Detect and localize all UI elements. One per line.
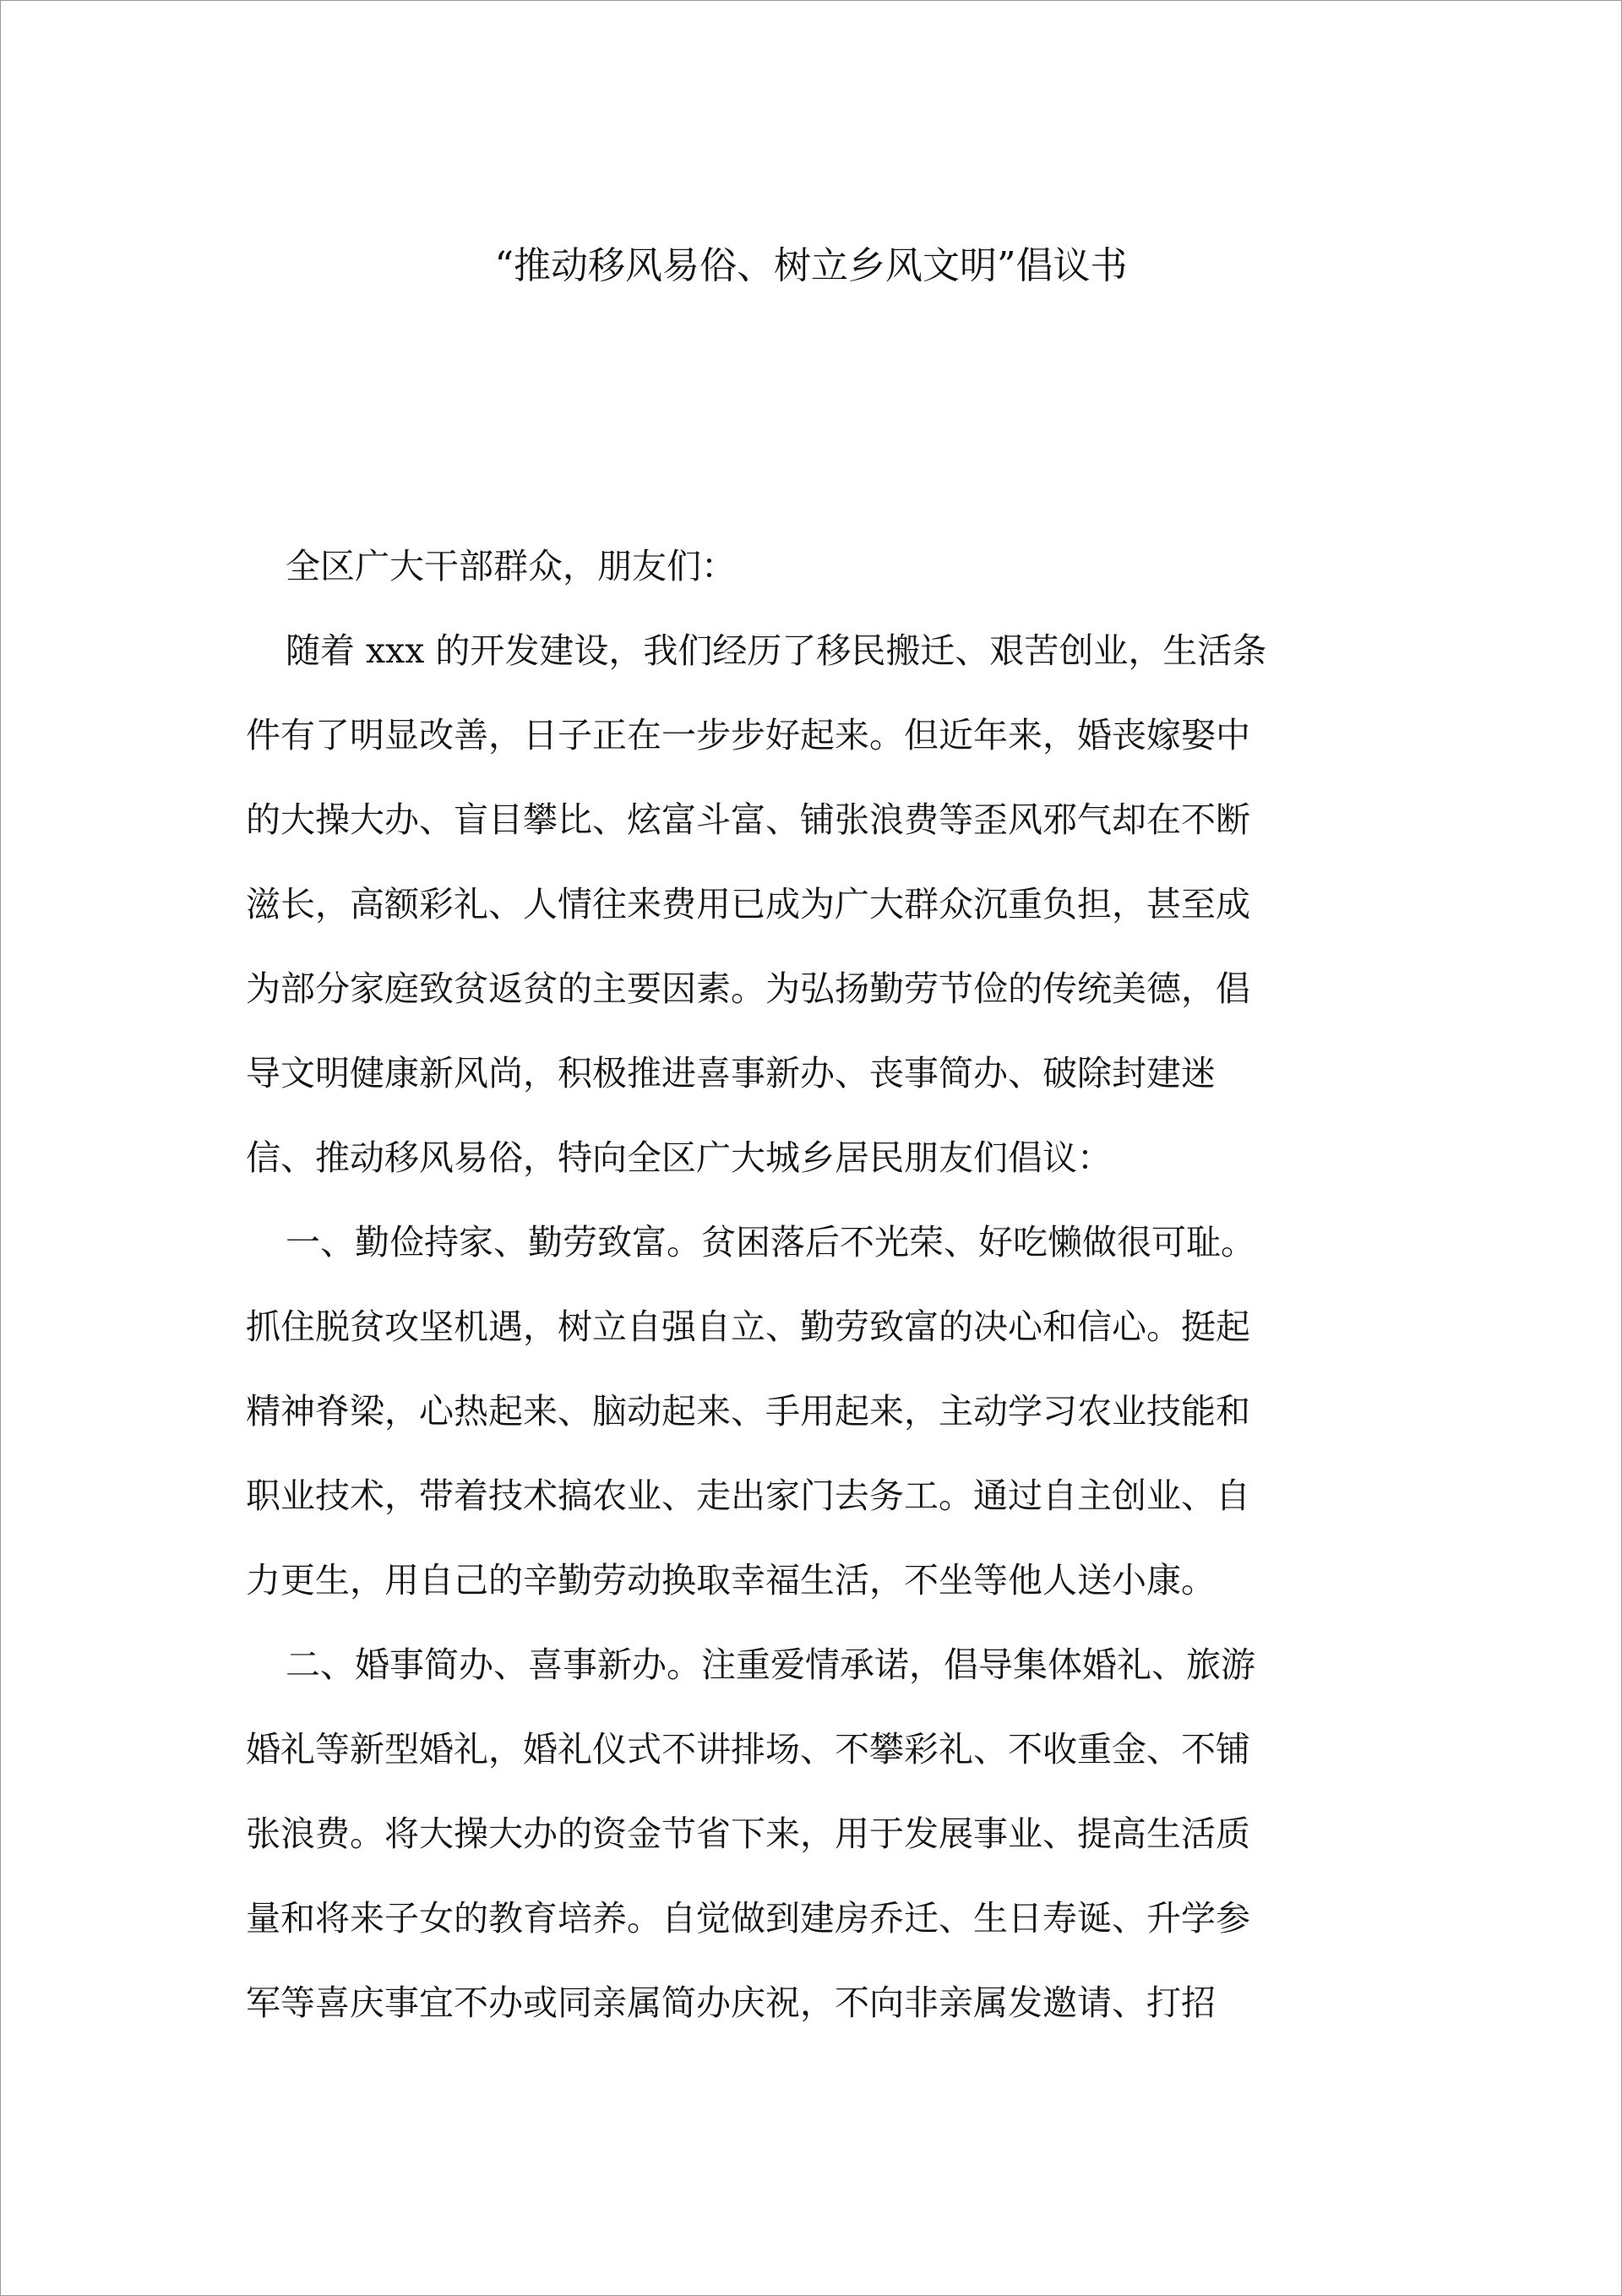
salutation: 全区广大干部群众，朋友们：: [286, 546, 736, 586]
body-line: 信、推动移风易俗，特向全区广大城乡居民朋友们倡议：: [246, 1137, 1112, 1178]
body-line: 二、婚事简办、喜事新办。注重爱情承诺，倡导集体婚礼、旅游: [286, 1644, 1255, 1685]
body-line: 导文明健康新风尚，积极推进喜事新办、丧事简办、破除封建迷: [246, 1053, 1216, 1093]
body-line: 抓住脱贫攻坚机遇，树立自强自立、勤劳致富的决心和信心。挺起: [246, 1306, 1250, 1347]
body-line: 为部分家庭致贫返贫的主要因素。为弘扬勤劳节俭的传统美德，倡: [246, 968, 1250, 1009]
body-line: 张浪费。将大操大办的资金节省下来，用于发展事业、提高生活质: [246, 1813, 1250, 1854]
document-title: “推动移风易俗、树立乡风文明”倡议书: [494, 244, 1128, 287]
body-line: 的大操大办、盲目攀比、炫富斗富、铺张浪费等歪风邪气却在不断: [246, 799, 1250, 840]
body-line: 精神脊梁，心热起来、脑动起来、手用起来，主动学习农业技能和: [246, 1391, 1250, 1432]
body-line: 职业技术，带着技术搞农业、走出家门去务工。通过自主创业、自: [246, 1475, 1250, 1516]
body-line: 婚礼等新型婚礼，婚礼仪式不讲排场、不攀彩礼、不收重金、不铺: [246, 1729, 1250, 1770]
document-body: [246, 608, 1378, 2045]
body-line: 滋长，高额彩礼、人情往来费用已成为广大群众沉重负担，甚至成: [246, 884, 1250, 924]
body-line: 力更生，用自己的辛勤劳动换取幸福生活，不坐等他人送小康。: [246, 1560, 1216, 1601]
body-line: 件有了明显改善，日子正在一步步好起来。但近年来，婚丧嫁娶中: [246, 715, 1250, 755]
body-line: 量和将来子女的教育培养。自觉做到建房乔迁、生日寿诞、升学参: [246, 1898, 1250, 1939]
body-line: 一、勤俭持家、勤劳致富。贫困落后不光荣、好吃懒做很可耻。: [286, 1222, 1255, 1263]
body-line: 军等喜庆事宜不办或同亲属简办庆祝，不向非亲属发邀请、打招: [246, 1982, 1216, 2023]
body-line: 随着 xxx 的开发建设，我们经历了移民搬迁、艰苦创业，生活条: [286, 630, 1267, 671]
